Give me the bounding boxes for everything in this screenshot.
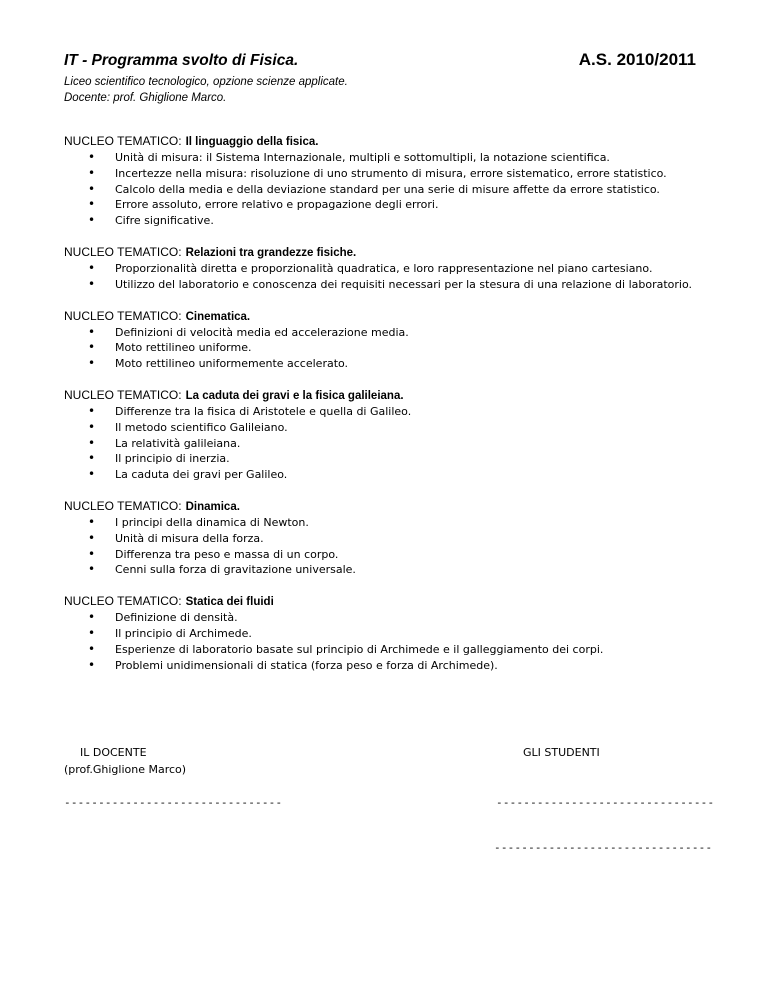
topic-prefix: NUCLEO TEMATICO: [64, 134, 182, 148]
list-item-text: I principi della dinamica di Newton. [115, 515, 309, 529]
list-item [64, 356, 714, 372]
topic-prefix: NUCLEO TEMATICO: [64, 498, 182, 513]
list-item [64, 182, 714, 198]
list-item [64, 404, 714, 420]
bullet-icon: • [88, 356, 96, 371]
list-item [64, 531, 714, 547]
topic-title: Relazioni tra grandezze fisiche. [185, 246, 357, 259]
bullet-icon: • [88, 276, 96, 291]
bullet-icon: • [88, 514, 96, 529]
bullet-icon: • [88, 419, 96, 434]
list-item-text: La caduta dei gravi per Galileo. [115, 468, 288, 482]
list-item [64, 626, 714, 642]
bullet-icon: • [88, 340, 96, 355]
list-item [64, 166, 714, 182]
school-line: Liceo scientifico tecnologico, opzione scienze applicate. [64, 76, 348, 88]
list-item [64, 325, 714, 341]
teacher-name: (prof.Ghiglione Marco) [64, 763, 187, 776]
list-item [64, 610, 714, 626]
teacher-signature-line: -------------------------------- [64, 796, 283, 809]
list-item-text: Definizioni di velocità media ed accelerazione media. [115, 325, 409, 339]
bullet-icon: • [88, 150, 96, 164]
topic-section [64, 134, 714, 229]
topic-section [64, 594, 714, 673]
list-item-text: Differenze tra la fisica di Aristotele e quella di Galileo. [115, 404, 412, 418]
list-item-text: Moto rettilineo uniformemente accelerato. [115, 357, 349, 371]
list-item [64, 642, 714, 658]
teacher-label: IL DOCENTE [80, 746, 147, 759]
list-item [64, 451, 714, 467]
list-item-text: Unità di misura: il Sistema Internazionale, multipli e sottomultipli, la notazione scientifica. [115, 151, 610, 164]
teacher-line: Docente: prof. Ghiglione Marco. [64, 92, 227, 104]
topic-title: Il linguaggio della fisica. [185, 136, 319, 148]
bullet-icon: • [88, 197, 96, 212]
list-item [64, 213, 714, 229]
bullet-icon: • [88, 546, 96, 561]
list-item-text: La relatività galileiana. [115, 436, 241, 450]
list-item-text: Cifre significative. [115, 214, 214, 228]
list-item-text: Cenni sulla forza di gravitazione universale. [115, 563, 356, 577]
bullet-icon: • [88, 324, 96, 339]
bullet-icon: • [88, 181, 96, 196]
list-item [64, 197, 714, 213]
list-item-text: Il principio di inerzia. [115, 452, 230, 466]
topic-items [64, 404, 714, 483]
list-item-text: Moto rettilineo uniforme. [115, 341, 252, 355]
topic-section [64, 309, 714, 372]
bullet-icon: • [88, 213, 96, 228]
topic-heading [64, 499, 714, 515]
topic-heading [64, 245, 714, 261]
list-item-text: Differenza tra peso e massa di un corpo. [115, 547, 339, 561]
topic-title: La caduta dei gravi e la fisica galileiana. [185, 389, 404, 402]
bullet-icon: • [88, 562, 96, 577]
topic-heading [64, 309, 714, 325]
list-item [64, 436, 714, 452]
bullet-icon: • [88, 435, 96, 450]
topic-section [64, 499, 714, 578]
bullet-icon: • [88, 467, 96, 482]
bullet-icon: • [88, 625, 96, 640]
list-item-text: Esperienze di laboratorio basate sul principio di Archimede e il galleggiamento dei corpi. [115, 642, 604, 656]
topic-section [64, 245, 714, 293]
bullet-icon: • [88, 260, 96, 275]
bullet-icon: • [88, 451, 96, 466]
list-item [64, 562, 714, 578]
list-item-text: Il metodo scientifico Galileiano. [115, 420, 288, 434]
bullet-icon: • [88, 165, 96, 180]
topic-title: Statica dei fluidi [185, 596, 274, 609]
list-item-text: Definizione di densità. [115, 611, 238, 625]
topic-title: Cinematica. [185, 310, 251, 323]
bullet-icon: • [88, 610, 96, 625]
topic-items [64, 515, 714, 578]
bullet-icon: • [88, 657, 96, 672]
topic-prefix: NUCLEO TEMATICO: [64, 308, 182, 323]
topic-items [64, 261, 714, 293]
topic-section [64, 388, 714, 483]
list-item-text: Unità di misura della forza. [115, 531, 264, 545]
topic-title: Dinamica. [185, 500, 240, 513]
topic-prefix: NUCLEO TEMATICO: [64, 244, 182, 259]
list-item-text: Il principio di Archimede. [115, 626, 252, 640]
bullet-icon: • [88, 403, 96, 418]
list-item [64, 658, 714, 674]
list-item [64, 261, 714, 277]
list-item-text: Problemi unidimensionali di statica (forza peso e forza di Archimede). [115, 658, 498, 672]
document-title: IT - Programma svolto di Fisica. [64, 52, 299, 69]
list-item [64, 150, 714, 166]
list-item [64, 547, 714, 563]
school-year: A.S. 2010/2011 [578, 50, 696, 69]
topic-items [64, 325, 714, 372]
list-item [64, 467, 714, 483]
list-item-text: Incertezze nella misura: risoluzione di uno strumento di misura, errore sistematico, errore statistico. [115, 166, 667, 180]
list-item [64, 340, 714, 356]
list-item-text: Proporzionalità diretta e proporzionalità quadratica, e loro rappresentazione nel piano cartesiano. [115, 261, 653, 275]
topic-items [64, 610, 714, 673]
student-signature-line-2: -------------------------------- [494, 841, 713, 854]
topic-prefix: NUCLEO TEMATICO: [64, 594, 182, 609]
student-signature-line-1: -------------------------------- [496, 796, 715, 809]
topics-list [64, 134, 714, 689]
list-item-text: Utilizzo del laboratorio e conoscenza dei requisiti necessari per la stesura di una relazione di laboratorio. [115, 277, 693, 291]
topic-heading [64, 388, 714, 404]
topic-prefix: NUCLEO TEMATICO: [64, 387, 182, 402]
list-item-text: Calcolo della media e della deviazione standard per una serie di misure affette da errore statistico. [115, 182, 660, 196]
list-item-text: Errore assoluto, errore relativo e propagazione degli errori. [115, 198, 439, 212]
bullet-icon: • [88, 641, 96, 656]
list-item [64, 515, 714, 531]
topic-heading [64, 134, 714, 150]
topic-items [64, 150, 714, 229]
topic-heading [64, 594, 714, 610]
list-item [64, 277, 714, 293]
bullet-icon: • [88, 530, 96, 545]
list-item [64, 420, 714, 436]
students-label: GLI STUDENTI [523, 746, 600, 759]
